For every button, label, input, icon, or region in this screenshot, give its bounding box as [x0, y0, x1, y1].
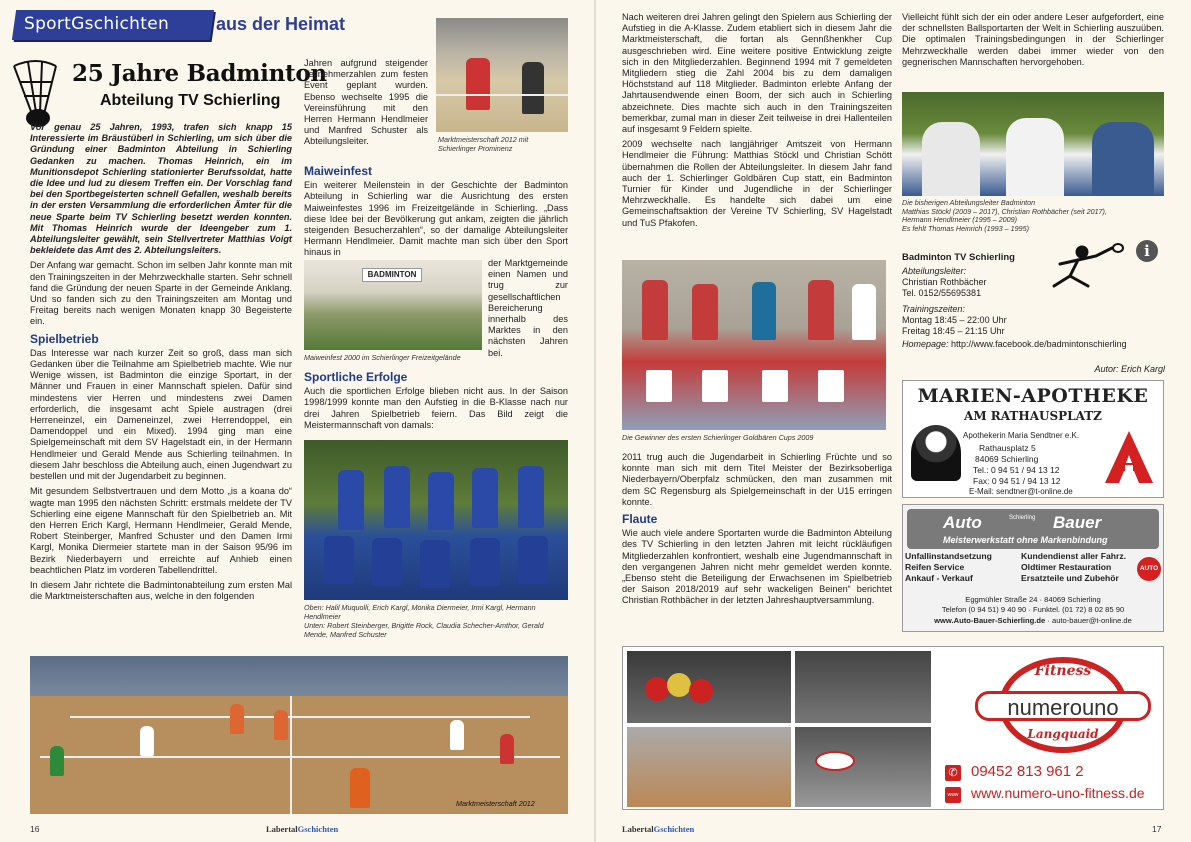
footer-brand-left	[266, 824, 338, 834]
brand-part: Gschichten	[297, 824, 339, 834]
apotheke-city: 84069 Schierling	[975, 454, 1039, 464]
mini-logo	[815, 751, 855, 771]
info-icon: i	[1136, 240, 1158, 262]
caption-line: Die bisherigen Abteilungsleiter Badminton	[902, 198, 1036, 207]
person	[1006, 118, 1064, 196]
column-1	[30, 122, 292, 606]
column-2-wide	[304, 166, 568, 263]
court-floor	[30, 696, 568, 814]
autobauer-logo-small: Schierling	[1009, 515, 1036, 521]
photo-meistermannschaft	[304, 440, 568, 600]
page-number-left: 16	[30, 824, 40, 834]
autobauer-web[interactable]: www.Auto-Bauer-Schierling.de	[934, 616, 1046, 625]
column-2-aside	[488, 258, 568, 363]
service-item: Unfallinstandsetzung	[905, 551, 992, 561]
autobauer-address: Eggmühler Straße 24 · 84069 Schierling	[965, 595, 1101, 604]
info-title: Badminton TV Schierling	[902, 252, 1015, 263]
court-line	[70, 716, 530, 718]
paragraph: 2009 wechselte nach langjähriger Amtszeit von Hermann Hendlmeier die Führung: Matthias Stöckl und Christian Schött übernahmen die Rollen der Abteilungsleiter. In diesem Jahr fand auch der 1. Schierlinger Goldbären Cup statt, ein Badminton Turnier für Kinder und Jugendliche in der Schierlinger Mehrzweckhalle. Es handelte sich dabei um eine Gemeinschaftsaktion der Vereine TV Schierling, SV Hagelstadt und TuS Pfakofen.	[622, 139, 892, 228]
madonna-icon	[911, 425, 961, 481]
apple	[645, 677, 669, 701]
apotheke-email: E-Mail: sendtner@t-online.de	[969, 487, 1073, 496]
apotheke-sub: AM RATHAUSPLATZ	[964, 409, 1102, 423]
info-leader-name: Christian Rothbächer	[902, 277, 987, 287]
page-number-right: 17	[1152, 824, 1162, 834]
autobauer-logo-b: Bauer	[1053, 513, 1102, 532]
autobauer-service-right	[1021, 551, 1126, 584]
caption-line: Hermann Hendlmeier (1995 – 2009)	[902, 215, 1018, 225]
paragraph: Ein weiterer Meilenstein in der Geschichte der Badminton Abteilung in Schierling war die Ausrichtung des ersten Maiweinfestes 1996 im Freizeitgelände in Schierling. „Dass diese Idee bei der Bevölkerung gut ankam, zeigten die jährlich steigenden Besucherzahlen“, so der damalige Abteilungsleiter Hermann Hendlmeier. Damit machte man sich über den Sport hinaus in	[304, 180, 568, 258]
person	[852, 284, 876, 340]
section-heading-flaute: Flaute	[622, 512, 658, 527]
person	[808, 280, 834, 340]
person	[140, 726, 154, 756]
badminton-player-icon	[1040, 242, 1130, 292]
person	[518, 466, 544, 528]
person	[420, 540, 450, 588]
person	[1092, 122, 1154, 196]
person	[922, 122, 980, 196]
autobauer-contact: www.Auto-Bauer-Schierling.de · auto-bauer@t-online.de	[934, 616, 1132, 625]
caption-photo-fest: Maiweinfest 2000 im Schierlinger Freizeitgelände	[304, 353, 461, 362]
info-time-friday: Freitag 18:45 – 21:15 Uhr	[902, 326, 1005, 336]
column-2	[304, 58, 428, 152]
photo-gym-floor	[627, 727, 791, 807]
section-tag-text: SportGschichten	[24, 14, 170, 34]
left-page	[0, 0, 595, 842]
service-item: Kundendienst aller Fahrz.	[1021, 551, 1127, 561]
service-item: Ankauf - Verkauf	[905, 573, 973, 583]
paragraph: Nach weiteren drei Jahren gelingt den Spielern aus Schierling der Aufstieg in die A-Klasse. Zudem etabliert sich in diesem Jahr die Marktmeisterschaft, die fortan als Gennßhenkher Cup ausgeschrieben wird. Eine weitere positive Entwicklung zeigte sich in den Mitgliederzahlen. Beginnend 1994 mit 7 gemeldeten Mitgliedern stieg die Zahl 2004 bis zu dem damaligen Höchststand auf 118 Mitglieder. Badminton erlebte Anfang der Jahrtausendwende einen Boom, der sich auch in Schierling abzeichnete. Dies machte sich auch in den Trainingszeiten bemerkbar, zumal man in dieser Zeit teilweise in drei Hallenteilen auf insgesamt 9 Feldern spielte.	[622, 12, 892, 135]
column-3-bottom	[622, 452, 892, 611]
person	[500, 734, 514, 764]
homepage-link[interactable]: http://www.facebook.de/badmintonschierling	[951, 339, 1127, 349]
court-line	[290, 696, 292, 814]
web-icon: www	[945, 787, 961, 803]
paragraph: Wie auch viele andere Sportarten wurde die Badminton Abteilung des TV Schierling in den letzten Jahren mit leicht rückläufigen Mitgliederzahlen konfrontiert, weshalb eine Jugendmannschaft in den vergangenen Jahren nicht mehr gemeldet werden konnte. „Ebenso steht die Beteiligung der Erwachsenen im Spielbetrieb der Saison 2018/2019 auf sehr wackeligen Beinen“ berichtet Christian Rothbächer in der letzten Jahreshauptversammlung.	[622, 528, 892, 606]
certificate	[702, 370, 728, 402]
person	[372, 538, 402, 586]
paragraph: Der Anfang war gemacht. Schon im selben Jahr konnte man mit den Trainingszeiten in der Mehrzweckhalle starten. Sehr schnell fand die Gründung der neuen Sparte in der Gemeinde Anklang. Und so fanden sich zu den Trainingszeiten am Montag und Freitag bereits nach wenigen Monaten knapp 30 Begeisterte ein.	[30, 260, 292, 327]
apotheke-owner: Apothekerin Maria Sendtner e.K.	[963, 431, 1080, 440]
paragraph: Mit gesundem Selbstvertrauen und dem Motto „is a koana do“ wagte man 1995 den nächsten Schritt: erstmals meldete der TV Schierling eine eigene Mannschaft für den Spielbetrieb an. Mit den Herren Erich Kargl, Hermann Hendlmeier, Gerald Mende, Robert Steinberger, Manfred Schuster und den Damen Irmi Kargl, Monika Diermeier startete man in der Saison 95/96 im Bezirk Niederbayern und erreichte auf Anhieb einen beachtlichen Platz im vorderen Tabellendrittel.	[30, 486, 292, 575]
apotheke-tel: Tel.: 0 94 51 / 94 13 12	[973, 465, 1060, 475]
person	[752, 282, 776, 340]
caption-photo-hall: Marktmeisterschaft 2012	[456, 799, 535, 808]
info-leader-label: Abteilungsleiter:	[902, 266, 967, 276]
apple	[689, 679, 713, 703]
autobauer-banner	[907, 509, 1159, 549]
logo-name: numerouno	[975, 691, 1151, 721]
paragraph: Vielleicht fühlt sich der ein oder andere Leser aufgefordert, eine der schnellsten Ballsportarten der Welt in Schierling auszuüben. Die optimalen Trainingsbedingungen in der Schierlinger Mehrzweckhalle werden dabei immer wieder von den gegnerischen Mannschaften hervorgehoben.	[902, 12, 1164, 67]
paragraph: der Marktgemeinde einen Namen und trug zur gesellschaftlichen Bereicherung innerhalb des Marktes in den nächsten Jahren bei.	[488, 258, 568, 358]
caption-photo-group: Die Gewinner des ersten Schierlinger Goldbären Cups 2009	[622, 433, 814, 442]
tent-banner: BADMINTON	[362, 268, 422, 282]
article-subheadline: Abteilung TV Schierling	[100, 92, 281, 109]
autobauer-badge: AUTO	[1137, 557, 1161, 581]
person	[450, 720, 464, 750]
person	[472, 468, 498, 528]
caption-photo-team-bottom: Unten: Robert Steinberger, Brigitte Rock, Claudia Schecher-Amthor, Gerald Mende, Manfred Schuster	[304, 621, 544, 639]
caption-photo-team-top: Oben: Halil Muquolli, Erich Kargl, Monika Diermeier, Irmi Kargl, Hermann Hendlmeier	[304, 603, 536, 621]
section-heading-erfolge: Sportliche Erfolge	[304, 370, 408, 384]
info-time-monday: Montag 18:45 – 22:00 Uhr	[902, 315, 1007, 325]
fitness-phone: 09452 813 961 2	[971, 763, 1084, 780]
section-heading-maiweinfest: Maiweinfest	[304, 164, 373, 178]
ad-numerouno-fitness	[622, 646, 1164, 810]
column-4	[902, 12, 1164, 72]
article-headline: 25 Jahre Badminton	[72, 60, 327, 87]
right-page	[596, 0, 1191, 842]
photo-gym-fruit	[627, 651, 791, 723]
author-credit: Autor: Erich Kargl	[1094, 364, 1165, 374]
footer-brand-right	[622, 824, 694, 834]
brand-part: Labertal	[622, 824, 654, 834]
caption-line: Matthias Stöckl (2009 – 2017), Christian Rothbächer (seit 2017),	[902, 206, 1107, 216]
person	[274, 710, 288, 740]
person	[470, 538, 500, 586]
paragraph: 2011 trug auch die Jugendarbeit in Schierling Früchte und so konnte man sich mit dem Titel Meister der Bezirksoberliga Niederbayern/Oberpfalz schmücken, den man zusammen mit dem SC Regensburg als Spielgemeinschaft in der U15 erringen konnte.	[622, 452, 892, 507]
apotheke-logo	[1103, 429, 1155, 485]
person	[428, 472, 454, 530]
service-item: Reifen Service	[905, 562, 965, 572]
caption-photo-top: Marktmeisterschaft 2012 mit Schierlinger Prominenz	[438, 135, 529, 153]
column-3	[622, 12, 892, 233]
apotheke-fax: Fax: 0 94 51 / 94 13 12	[973, 476, 1061, 486]
column-2-erfolge	[304, 372, 568, 435]
brand-part: Labertal	[266, 824, 298, 834]
info-phone: Tel. 0152/55695381	[902, 288, 982, 298]
photo-abteilungsleiter	[902, 92, 1164, 196]
apotheke-name: MARIEN-APOTHEKE	[917, 385, 1149, 407]
info-times-label: Trainingszeiten:	[902, 304, 965, 314]
autobauer-phone: Telefon (0 94 51) 9 40 90 · Funktel. (01 72) 8 02 85 90	[941, 605, 1125, 614]
photo-goldbaeren-cup	[622, 260, 886, 430]
certificate	[646, 370, 672, 402]
logo-bottom: Langquaid	[1027, 727, 1099, 741]
lead-paragraph: Vor genau 25 Jahren, 1993, trafen sich knapp 15 Interessierte im Bräustüberl in Schierling, um sich über die Gründung einer Badminton Abteilung in Schierling Gedanken zu machen. Thomas Heinrich, ein im Munitionsdepot Schierling stationierter Berufssoldat, hatte die Idee und lud zu diesem Treffen ein. Der Vorschlag fand bei den Sportbegeisterten schnell Gefallen, weshalb bereits in der ersten Versammlung die erforderlichen Ämter für die neue Sparte beim TV Schierling besetzt werden konnten. Mit Thomas Heinrich wurde der Ideengeber zum 1. Abteilungsleiter gewählt, sein Stellvertreter Matthias Voigt bekleidete das Amt des 2. Abteilungsleiters.	[30, 122, 292, 256]
person	[50, 746, 64, 776]
phone-icon: ✆	[945, 765, 961, 781]
caption-photo-three	[902, 199, 1164, 233]
person	[324, 536, 354, 584]
autobauer-tagline: Meisterwerkstatt ohne Markenbindung	[943, 535, 1108, 545]
fitness-logo	[973, 657, 1153, 757]
fitness-web[interactable]: www.numero-uno-fitness.de	[971, 785, 1145, 801]
person	[466, 58, 490, 110]
person	[692, 284, 718, 340]
photo-gym-machine	[795, 651, 931, 723]
autobauer-mail[interactable]: auto-bauer@t-online.de	[1051, 616, 1132, 625]
brand-part: Gschichten	[653, 824, 695, 834]
apotheke-street: Rathausplatz 5	[979, 443, 1036, 453]
service-item: Oldtimer Restauration	[1021, 562, 1112, 572]
caption-line: Es fehlt Thomas Heinrich (1993 – 1995)	[902, 223, 1030, 233]
paragraph: Jahren aufgrund steigender Teilnehmerzahlen zum festen Event geplant wurden. Ebenso wechselte 1995 die Vereinsführung mit den Herren Hermann Hendlmeier und Manfred Schuster als Abteilungsleiter.	[304, 58, 428, 147]
section-header	[14, 10, 414, 40]
homepage-label: Homepage:	[902, 339, 949, 349]
shuttlecock-icon	[6, 58, 70, 130]
photo-gym-entrance	[795, 727, 931, 807]
paragraph: Auch die sportlichen Erfolge blieben nicht aus. In der Saison 1998/1999 konnte man den Aufstieg in die B-Klasse nach nur drei Jahren Spielbetrieb feiern. Das Bild zeigt die Meistermannschaft von damals:	[304, 386, 568, 430]
autobauer-service-left	[905, 551, 992, 584]
ad-auto-bauer	[902, 504, 1164, 632]
person	[522, 62, 544, 114]
photo-maiweinfest	[304, 260, 482, 350]
logo-top: Fitness	[1034, 663, 1092, 679]
certificate	[818, 370, 844, 402]
autobauer-logo-a: Auto	[943, 513, 982, 532]
person	[518, 536, 548, 584]
info-homepage	[902, 339, 1127, 349]
service-item: Ersatzteile und Zubehör	[1021, 573, 1119, 583]
person	[230, 704, 244, 734]
person	[338, 470, 364, 530]
person	[350, 768, 370, 808]
apple	[667, 673, 691, 697]
ad-marien-apotheke	[902, 380, 1164, 498]
photo-marktmeisterschaft-prominenz	[436, 18, 568, 132]
person	[642, 280, 668, 340]
court-line	[436, 94, 568, 96]
person	[384, 466, 410, 528]
info-box	[902, 240, 1164, 362]
court-line	[40, 756, 560, 758]
paragraph: In diesem Jahr richtete die Badmintonabteilung zum ersten Mal die Marktmeisterschaften aus, welche in den folgenden	[30, 579, 292, 602]
section-title: aus der Heimat	[216, 14, 346, 34]
photo-marktmeisterschaft-halle	[30, 656, 568, 814]
section-heading-spielbetrieb: Spielbetrieb	[30, 331, 99, 346]
certificate	[762, 370, 788, 402]
paragraph: Das Interesse war nach kurzer Zeit so groß, dass man sich Gedanken über die Teilnahme am Spielbetrieb machte. Wie nur Wenige wissen, ist Badminton die einzige Sportart, in der Männer und Frauen in einer Mannschaft spielen. Dafür sind mindestens vier Herren und mindestens zwei Damen erforderlich, die insgesamt acht Spiele austragen (drei Herreneinzel, ein Dameneinzel, zwei Herrendoppel, ein Damendoppel und ein Mixed). 1994 ging man eine Spielgemeinschaft mit dem SV Hagelstadt ein, in der Hermann Hendlmeier und Gerald Mende aus Schierling teilnahmen. In diesem Jahr beschloss die Abteilung auch, einen Jugendwart zu bestellen und mit der Jugendarbeit zu beginnen.	[30, 347, 292, 482]
